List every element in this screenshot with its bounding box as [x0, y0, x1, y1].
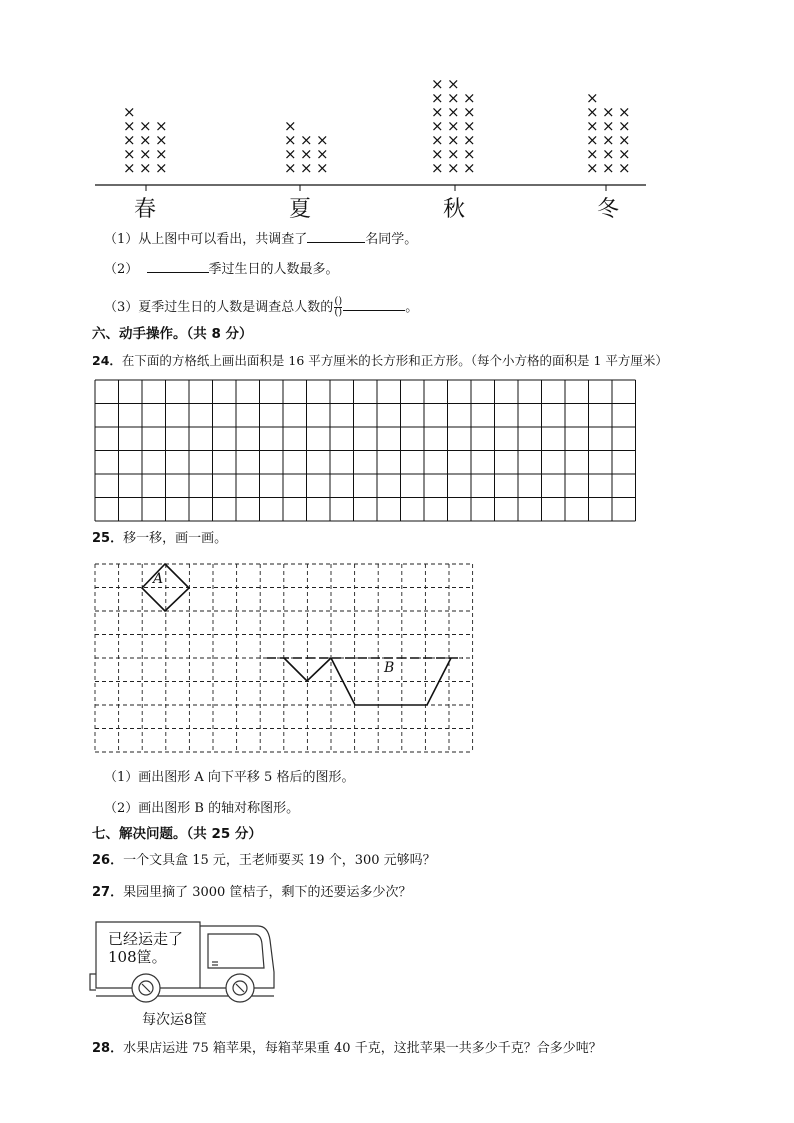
pictograph-mark-winter: ×	[602, 159, 615, 177]
q28-line: 28．水果店运进 75 箱苹果，每箱苹果重 40 千克，这批苹果一共多少千克？合多少吨？	[92, 1041, 602, 1056]
pictograph-mark-winter: ×	[618, 131, 631, 149]
pictograph-mark-autumn: ×	[447, 159, 460, 177]
answer-blank-season[interactable]	[147, 260, 209, 273]
pictograph-mark-summer: ×	[300, 131, 313, 149]
pictograph-mark-autumn: ×	[463, 103, 476, 121]
pictograph-mark-spring: ×	[139, 159, 152, 177]
pictograph-mark-winter: ×	[586, 89, 599, 107]
pictograph-mark-spring: ×	[123, 131, 136, 149]
pictograph-mark-autumn: ×	[463, 159, 476, 177]
axis-label-winter: 冬	[597, 197, 620, 222]
shape-b-label: B	[384, 660, 395, 676]
pictograph-mark-summer: ×	[300, 159, 313, 177]
axis-label-spring: 春	[134, 197, 157, 222]
pictograph-mark-autumn: ×	[431, 131, 444, 149]
section-6-title: 六、动手操作。（共 8 分）	[92, 326, 253, 342]
pictograph-mark-autumn: ×	[431, 145, 444, 163]
pictograph-mark-summer: ×	[284, 117, 297, 135]
shape-b	[284, 658, 451, 705]
pictograph-mark-spring: ×	[155, 117, 168, 135]
pictograph-mark-spring: ×	[123, 145, 136, 163]
q23-sub2: （2） 季过生日的人数最多。	[104, 262, 339, 277]
shape-a	[142, 564, 189, 611]
pictograph-mark-spring: ×	[155, 131, 168, 149]
axis-label-summer: 夏	[289, 197, 312, 222]
pictograph-mark-autumn: ×	[431, 75, 444, 93]
truck-text: 已经运走了 108筐。	[108, 930, 184, 966]
pictograph-mark-winter: ×	[602, 103, 615, 121]
truck-caption: 每次运8筐	[142, 1012, 207, 1028]
pictograph-mark-spring: ×	[155, 145, 168, 163]
pictograph-mark-summer: ×	[284, 145, 297, 163]
q25-line: 25．移一移，画一画。	[92, 531, 228, 546]
q25-task2: （2）画出图形 B 的轴对称图形。	[104, 801, 300, 816]
q26-line: 26．一个文具盒 15 元，王老师要买 19 个，300 元够吗？	[92, 853, 436, 868]
pictograph-mark-autumn: ×	[447, 75, 460, 93]
pictograph-mark-winter: ×	[618, 145, 631, 163]
shape-a-label: A	[153, 571, 164, 587]
pictograph-mark-winter: ×	[618, 117, 631, 135]
fraction[interactable]: $\frac{()}{()}$	[334, 296, 343, 318]
pictograph-mark-winter: ×	[586, 159, 599, 177]
pictograph-mark-summer: ×	[284, 159, 297, 177]
pictograph-mark-summer: ×	[316, 145, 329, 163]
pictograph-mark-autumn: ×	[463, 117, 476, 135]
pictograph-mark-autumn: ×	[447, 145, 460, 163]
q27-line: 27．果园里摘了 3000 筐桔子，剩下的还要运多少次？	[92, 885, 412, 900]
pictograph-mark-spring: ×	[123, 117, 136, 135]
pictograph-mark-winter: ×	[602, 117, 615, 135]
pictograph-mark-winter: ×	[618, 103, 631, 121]
pictograph-mark-spring: ×	[139, 117, 152, 135]
section-7-title: 七、解决问题。（共 25 分）	[92, 826, 262, 842]
pictograph-mark-winter: ×	[586, 131, 599, 149]
pictograph-mark-autumn: ×	[447, 89, 460, 107]
pictograph-mark-winter: ×	[586, 145, 599, 163]
q25-task1: （1）画出图形 A 向下平移 5 格后的图形。	[104, 770, 355, 785]
pictograph-axis	[0, 0, 794, 230]
pictograph-mark-winter: ×	[602, 145, 615, 163]
pictograph-mark-autumn: ×	[447, 117, 460, 135]
pictograph-mark-summer: ×	[300, 145, 313, 163]
pictograph-mark-spring: ×	[123, 159, 136, 177]
pictograph-mark-autumn: ×	[463, 131, 476, 149]
pictograph-mark-spring: ×	[123, 103, 136, 121]
pictograph-mark-spring: ×	[139, 145, 152, 163]
answer-blank-total[interactable]	[307, 230, 365, 243]
q23-sub1: （1）从上图中可以看出，共调查了 名同学。	[104, 232, 418, 247]
axis-label-autumn: 秋	[443, 197, 466, 222]
answer-blank-fraction[interactable]	[343, 298, 405, 311]
pictograph-mark-summer: ×	[284, 131, 297, 149]
pictograph-mark-autumn: ×	[447, 103, 460, 121]
pictograph-mark-autumn: ×	[431, 89, 444, 107]
pictograph-mark-autumn: ×	[431, 159, 444, 177]
pictograph-mark-winter: ×	[586, 117, 599, 135]
pictograph-mark-autumn: ×	[431, 103, 444, 121]
pictograph-mark-autumn: ×	[431, 117, 444, 135]
pictograph-mark-winter: ×	[602, 131, 615, 149]
pictograph-mark-autumn: ×	[463, 89, 476, 107]
pictograph-mark-winter: ×	[586, 103, 599, 121]
q23-sub3: （3）夏季过生日的人数是调查总人数的 $\frac{()}{()}$ 。	[104, 296, 419, 318]
pictograph-mark-autumn: ×	[463, 145, 476, 163]
pictograph-mark-spring: ×	[139, 131, 152, 149]
q24-line: 24．在下面的方格纸上画出面积是 16 平方厘米的长方形和正方形。（每个小方格的面积是 1 平方厘米）	[92, 353, 668, 368]
pictograph-mark-autumn: ×	[447, 131, 460, 149]
pictograph-mark-winter: ×	[618, 159, 631, 177]
pictograph-mark-summer: ×	[316, 159, 329, 177]
pictograph-mark-summer: ×	[316, 131, 329, 149]
pictograph-mark-spring: ×	[155, 159, 168, 177]
